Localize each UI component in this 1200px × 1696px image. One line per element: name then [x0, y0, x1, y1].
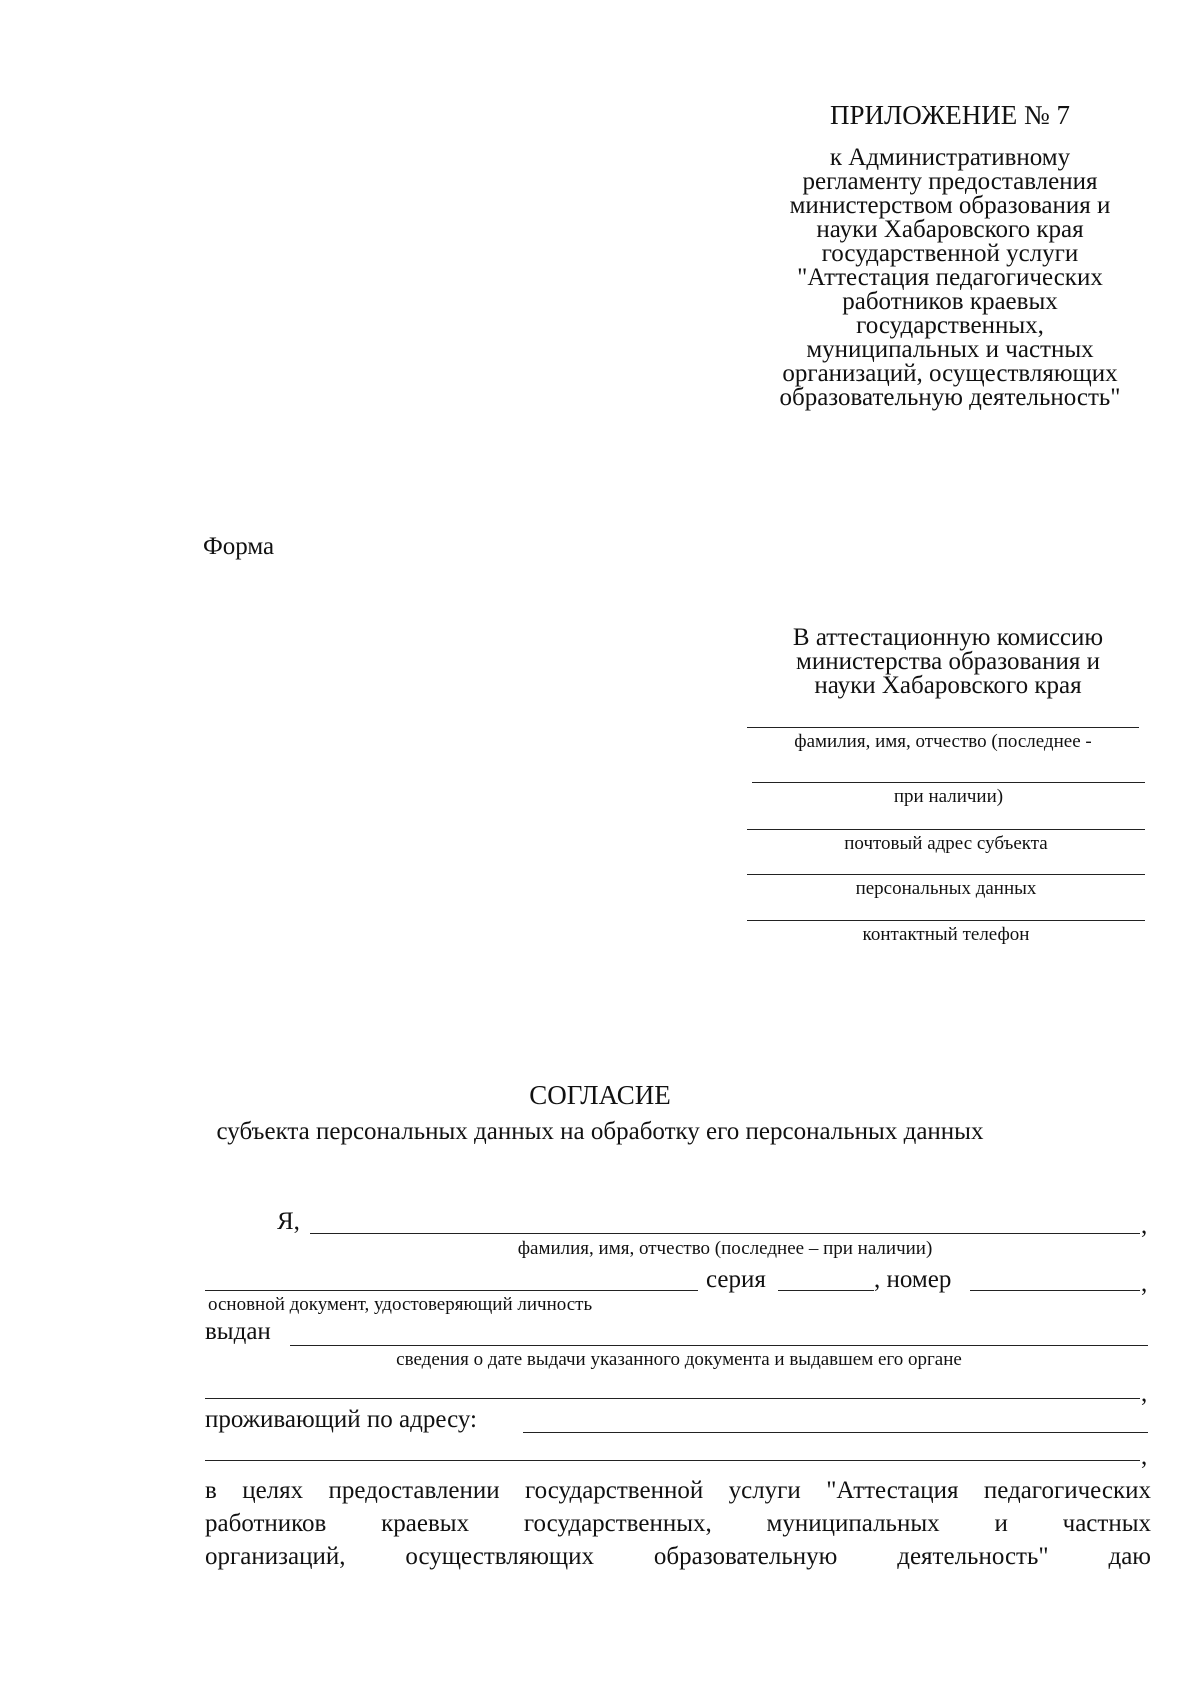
addressee-block [748, 626, 1148, 698]
applicant-fio-caption: фамилия, имя, отчество (последнее - [794, 731, 1092, 752]
issued-input-line[interactable] [290, 1345, 1148, 1346]
appendix-line: государственных, [856, 312, 1044, 339]
appendix-line: министерством образования и [789, 192, 1111, 219]
contact-phone-caption: контактный телефон [862, 924, 1030, 945]
consent-paragraph [205, 1474, 1151, 1573]
issued-label: выдан [205, 1318, 271, 1345]
postal-address-caption-cont: персональных данных [855, 878, 1037, 899]
issued-input-line-2[interactable] [205, 1398, 1140, 1399]
appendix-description [745, 146, 1155, 410]
fio-caption: фамилия, имя, отчество (последнее – при наличии) [517, 1238, 933, 1259]
consent-subtitle: субъекта персональных данных на обработку его персональных данных [216, 1118, 984, 1145]
paragraph-line: организаций, осуществляющих образовательную деятельность" даю [205, 1543, 1151, 1570]
comma: , [1141, 1380, 1148, 1407]
applicant-fio-caption-cont: при наличии) [893, 786, 1004, 807]
appendix-line: "Аттестация педагогических [797, 264, 1103, 291]
applicant-fio-field-line-2[interactable] [752, 782, 1145, 783]
appendix-line: регламенту предоставления [802, 168, 1098, 195]
comma: , [1141, 1212, 1148, 1239]
document-caption: основной документ, удостоверяющий личность [208, 1294, 593, 1315]
fio-input-line[interactable] [310, 1233, 1140, 1234]
addressee-line: министерства образования и [796, 648, 1100, 675]
postal-address-caption: почтовый адрес субъекта [844, 833, 1048, 854]
form-label: Форма [203, 533, 275, 560]
series-input-line[interactable] [778, 1290, 874, 1291]
comma: , [1141, 1270, 1148, 1297]
appendix-line: организаций, осуществляющих [782, 360, 1118, 387]
issued-caption: сведения о дате выдачи указанного документа и выдавшем его органе [396, 1349, 962, 1370]
comma: , [1141, 1443, 1148, 1470]
appendix-line: муниципальных и частных [806, 336, 1094, 363]
appendix-line: образовательную деятельность" [779, 384, 1121, 411]
contact-phone-field-line[interactable] [747, 920, 1145, 921]
addressee-line: науки Хабаровского края [814, 672, 1082, 699]
paragraph-line: в целях предоставлении государственной услуги "Аттестация педагогических [205, 1477, 1151, 1504]
address-input-line-2[interactable] [205, 1460, 1140, 1461]
i-label: Я, [277, 1208, 300, 1235]
appendix-title: ПРИЛОЖЕНИЕ № 7 [829, 100, 1071, 130]
postal-address-field-line-2[interactable] [747, 874, 1145, 875]
consent-title: СОГЛАСИЕ [529, 1080, 671, 1110]
document-type-input-line[interactable] [205, 1290, 698, 1291]
applicant-fio-field-line-1[interactable] [747, 727, 1139, 728]
number-input-line[interactable] [970, 1290, 1140, 1291]
addressee-line: В аттестационную комиссию [792, 624, 1104, 651]
appendix-line: работников краевых [842, 288, 1058, 315]
appendix-line: к Административному [829, 144, 1071, 171]
address-input-line[interactable] [523, 1432, 1148, 1433]
address-label: проживающий по адресу: [205, 1406, 477, 1433]
series-label: серия [706, 1266, 766, 1293]
appendix-line: науки Хабаровского края [816, 216, 1084, 243]
number-label: , номер [874, 1266, 952, 1293]
appendix-line: государственной услуги [821, 240, 1079, 267]
paragraph-line: работников краевых государственных, муниципальных и частных [205, 1510, 1151, 1537]
postal-address-field-line-1[interactable] [747, 829, 1145, 830]
